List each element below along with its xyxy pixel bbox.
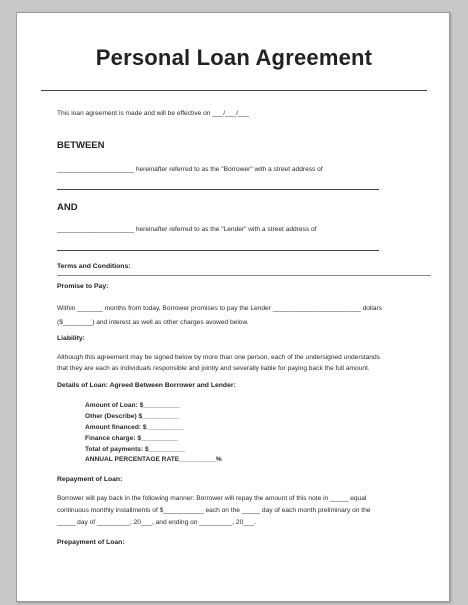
promise-line-1: Within _______ months from today, Borrower promises to pay the Lender ________________________ dollars <box>57 305 383 312</box>
title-rule <box>41 90 427 91</box>
terms-rule <box>57 275 431 276</box>
intro-line: This loan agreement is made and will be effective on ___/___/___ <box>57 110 249 117</box>
document-title: Personal Loan Agreement <box>95 45 373 70</box>
details-heading: Details of Loan: Agreed Between Borrower and Lender: <box>57 382 236 389</box>
promise-heading: Promise to Pay: <box>57 283 109 290</box>
document-page <box>16 12 450 602</box>
lender-line: _____________________ hereinafter referred to as the "Lender" with a street address of <box>57 226 317 233</box>
detail-amount-of-loan: Amount of Loan: $__________ <box>85 402 180 409</box>
borrower-address-blank <box>57 189 379 190</box>
promise-line-2: ($________) and interest as well as other charges avowed below. <box>57 319 249 326</box>
detail-other: Other (Describe) $__________ <box>85 413 179 420</box>
lender-address-blank <box>57 250 379 251</box>
detail-apr: ANNUAL PERCENTAGE RATE__________% <box>85 456 222 463</box>
borrower-line: _____________________ hereinafter referred to as the "Borrower" with a street address of <box>57 166 323 173</box>
between-heading: BETWEEN <box>57 140 105 151</box>
repayment-line-2: continuous monthly installments of $___________ each on the _____ day of each month preliminary on the <box>57 507 371 514</box>
repayment-heading: Repayment of Loan: <box>57 476 123 483</box>
detail-total-of-payments: Total of payments: $__________ <box>85 446 186 453</box>
detail-amount-financed: Amount financed: $__________ <box>85 424 184 431</box>
prepayment-heading: Prepayment of Loan: <box>57 539 125 546</box>
terms-heading: Terms and Conditions: <box>57 263 131 270</box>
and-heading: AND <box>57 202 78 213</box>
repayment-line-3: _____ day of _________, 20___, and ending on _________, 20___. <box>57 519 257 526</box>
repayment-line-1: Borrower will pay back in the following manner: Borrower will repay the amount of this note in _____ equal <box>57 495 367 502</box>
liability-line-2: that they are each as individuals responsible and jointly and severally liable for paying back the full amount. <box>57 365 370 372</box>
liability-heading: Liability: <box>57 335 85 342</box>
detail-finance-charge: Finance charge: $__________ <box>85 435 178 442</box>
liability-line-1: Although this agreement may be signed below by more than one person, each of the undersigned understands <box>57 354 380 361</box>
